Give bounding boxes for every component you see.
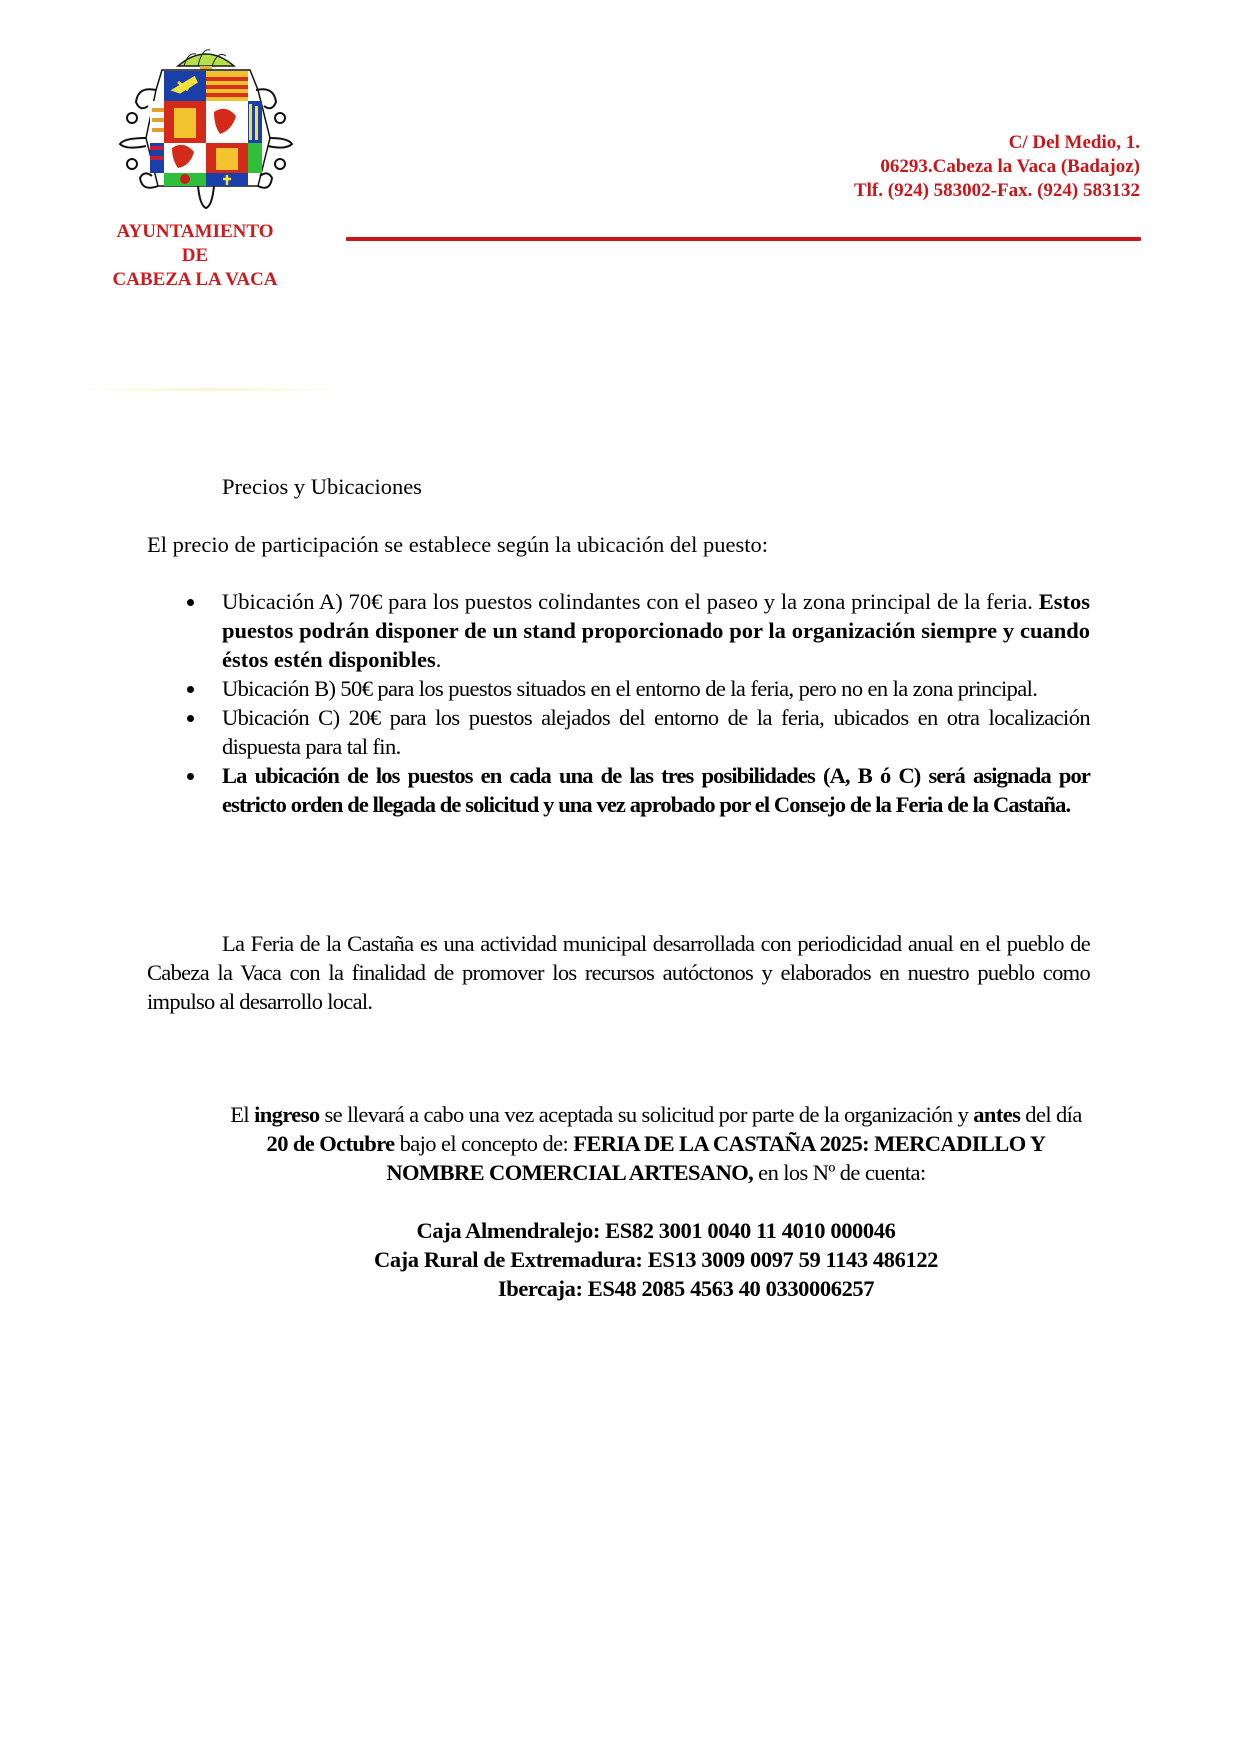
- organization-line: DE: [181, 245, 209, 266]
- payment-deadline: 20 de Octubre: [266, 1131, 395, 1156]
- address-block: [854, 131, 1140, 203]
- faint-divider: [75, 388, 345, 391]
- payment-bold-antes: antes: [973, 1102, 1021, 1127]
- list-item: [147, 587, 1090, 674]
- coat-of-arms-icon: [118, 46, 294, 212]
- bullet-icon: [187, 686, 194, 693]
- organization-name: [90, 220, 300, 292]
- payment-text: se llevará a cabo una vez aceptada su solicitud por parte de la organización y: [319, 1102, 974, 1127]
- payment-text: bajo el concepto de:: [394, 1131, 574, 1156]
- payment-bold-ingreso: ingreso: [254, 1102, 320, 1127]
- bullet-icon: [187, 773, 194, 780]
- bank-account: Ibercaja: ES48 2085 4563 40 0330006257: [497, 1276, 875, 1301]
- payment-text: en los Nº de cuenta:: [753, 1160, 926, 1185]
- item-bold-text: Estos puestos podrán disponer de un stand proporcionado por la organización siempre y cuando éstos estén disponibles: [222, 589, 1090, 672]
- item-bold-text: La ubicación de los puestos en cada una de las tres posibilidades (A, B ó C) será asignada por estricto orden de llegada de solicitud y una vez aprobado por el Consejo de la Feria de la Castaña.: [222, 763, 1090, 817]
- payment-text: del día: [1020, 1102, 1082, 1127]
- header-divider: [346, 237, 1141, 241]
- bank-account: Caja Almendralejo: ES82 3001 0040 11 4010 000046: [416, 1218, 896, 1243]
- address-phone-fax: Tlf. (924) 583002-Fax. (924) 583132: [853, 180, 1140, 201]
- bullet-icon: [187, 715, 194, 722]
- item-text: Ubicación A) 70€ para los puestos colindantes con el paseo y la zona principal de la feria.: [222, 589, 1039, 614]
- item-text: Ubicación C) 20€ para los puestos alejados del entorno de la feria, ubicados en otra localización dispuesta para tal fin.: [222, 705, 1090, 759]
- address-street: C/ Del Medio, 1.: [1008, 132, 1140, 153]
- list-item: [147, 674, 1090, 703]
- bullet-icon: [187, 599, 194, 606]
- item-text: Ubicación B) 50€ para los puestos situados en el entorno de la feria, pero no en la zona principal.: [222, 676, 1038, 701]
- description-paragraph: La Feria de la Castaña es una actividad municipal desarrollada con periodicidad anual en el pueblo de Cabeza la Vaca con la finalidad de promover los recursos autóctonos y elaborados en nuestro pueblo como impulso al desarrollo local.: [147, 931, 1090, 1014]
- list-item: [147, 703, 1090, 761]
- section-heading: Precios y Ubicaciones: [222, 474, 422, 499]
- bank-account: Caja Rural de Extremadura: ES13 3009 0097 59 1143 486122: [373, 1247, 939, 1272]
- list-item: [147, 761, 1090, 819]
- intro-text: El precio de participación se establece según la ubicación del puesto:: [147, 532, 769, 557]
- item-tail: .: [435, 647, 442, 672]
- crest-crown: [178, 50, 234, 70]
- organization-line: AYUNTAMIENTO: [116, 221, 274, 242]
- bank-accounts: [222, 1216, 1090, 1303]
- organization-line: CABEZA LA VACA: [112, 269, 278, 290]
- address-city: 06293.Cabeza la Vaca (Badajoz): [880, 156, 1140, 177]
- payment-concept: FERIA DE LA CASTAÑA 2025: MERCADILLO Y NOMBRE COMERCIAL ARTESANO,: [386, 1131, 1046, 1185]
- payment-text: El: [230, 1102, 255, 1127]
- price-list: [147, 587, 1090, 819]
- payment-instructions: [222, 1100, 1090, 1187]
